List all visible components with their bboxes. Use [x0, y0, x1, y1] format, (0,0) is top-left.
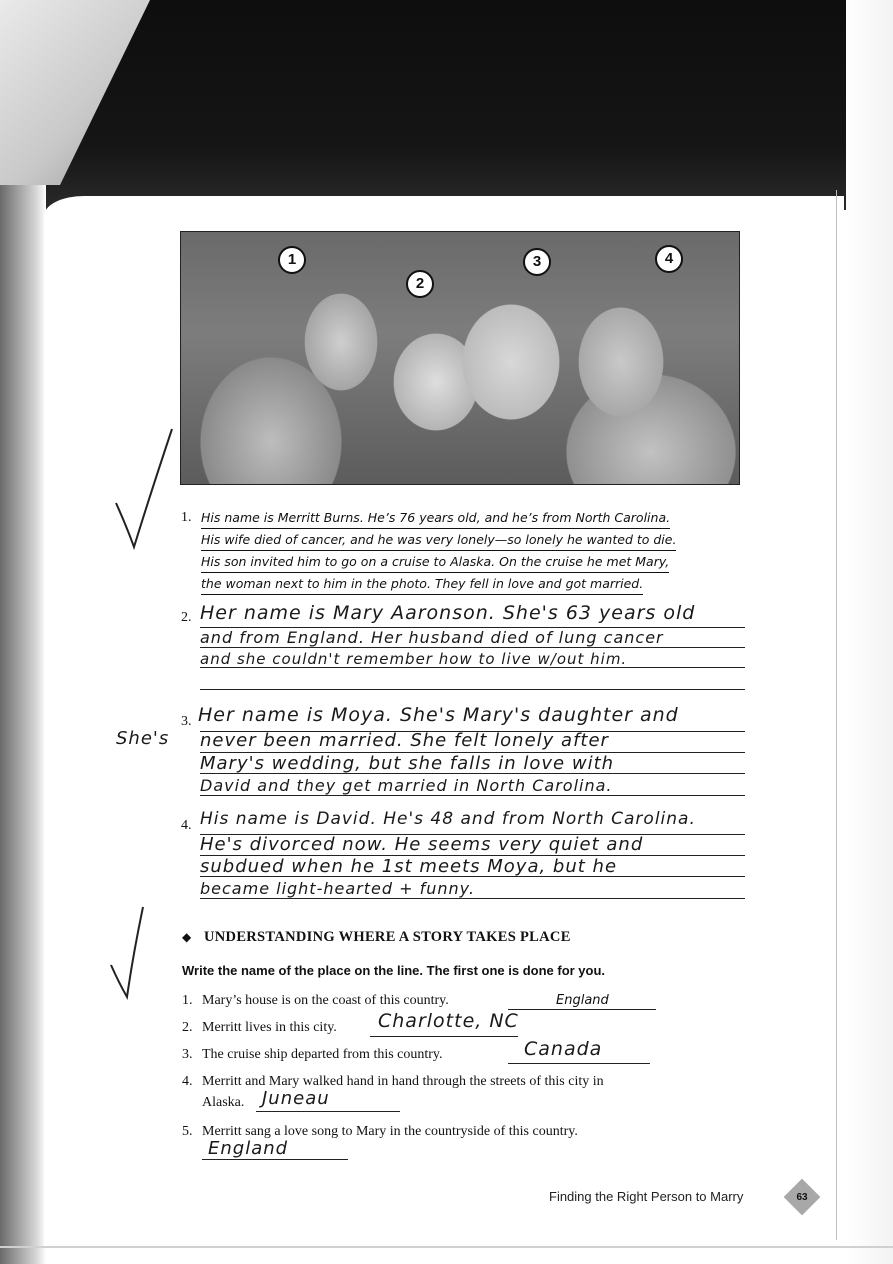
photo-marker-3: 3 — [523, 248, 551, 276]
answer-line — [200, 795, 745, 796]
answer-example: England — [556, 993, 609, 1008]
answer-1-line: His wife died of cancer, and he was very lonely—so lonely he wanted to die. — [201, 529, 676, 551]
handwritten-answer-4-line: subdued when he 1st meets Moya, but he — [200, 856, 618, 877]
diamond-bullet-icon: ◆ — [182, 930, 192, 944]
handwritten-answer-3-line: never been married. She felt lonely after — [200, 730, 609, 751]
answer-number: 3. — [181, 714, 192, 729]
section-heading: UNDERSTANDING WHERE A STORY TAKES PLACE — [204, 929, 571, 945]
handwritten-answer-4-line: His name is David. He's 48 and from North Carolina. — [200, 809, 696, 829]
question-text: Merritt and Mary walked hand in hand through the streets of this city in — [202, 1074, 604, 1089]
question-number: 5. — [182, 1124, 193, 1139]
question-text: Merritt lives in this city. — [202, 1020, 337, 1035]
scan-right-edge — [846, 0, 893, 1264]
handwritten-answer: Canada — [524, 1038, 603, 1060]
handwritten-answer-3-line: Mary's wedding, but she falls in love with — [200, 753, 615, 774]
handwritten-answer-3-line: David and they get married in North Carolina. — [200, 776, 613, 795]
answer-number: 1. — [181, 510, 192, 525]
handwritten-answer-4-line: He's divorced now. He seems very quiet and — [200, 834, 644, 855]
question-number: 4. — [182, 1074, 193, 1089]
question-text-continued: Alaska. — [202, 1095, 245, 1110]
footer-title: Finding the Right Person to Marry — [549, 1189, 744, 1204]
question-text: Mary’s house is on the coast of this country. — [202, 993, 449, 1008]
scan-shadow-left — [0, 0, 46, 1264]
handwritten-answer: Juneau — [262, 1088, 330, 1109]
photo-marker-4: 4 — [655, 245, 683, 273]
answer-line — [256, 1111, 400, 1112]
answer-line — [202, 1159, 348, 1160]
handwritten-answer: Charlotte, NC — [378, 1010, 519, 1032]
page-bottom-line — [0, 1246, 893, 1248]
answer-line — [200, 689, 745, 690]
handwritten-answer-2-line: and from England. Her husband died of lung cancer — [200, 628, 664, 647]
handwritten-answer-4-line: became light-hearted + funny. — [200, 879, 475, 898]
page-edge-line — [836, 190, 837, 1240]
section-instruction: Write the name of the place on the line. The first one is done for you. — [182, 963, 606, 978]
margin-note: She's — [116, 728, 170, 749]
question-text: Merritt sang a love song to Mary in the countryside of this country. — [202, 1124, 578, 1139]
handwritten-answer-2-line: Her name is Mary Aaronson. She's 63 years old — [200, 602, 696, 624]
checkmark-icon — [105, 905, 155, 1000]
answer-line — [200, 898, 745, 899]
photo-marker-1: 1 — [278, 246, 306, 274]
question-number: 2. — [182, 1020, 193, 1035]
answer-line — [508, 1063, 650, 1064]
answer-1-line: His son invited him to go on a cruise to Alaska. On the cruise he met Mary, — [201, 551, 669, 573]
answer-1 — [201, 507, 761, 595]
question-number: 3. — [182, 1047, 193, 1062]
handwritten-answer-2-line: and she couldn't remember how to live w/out him. — [200, 650, 628, 668]
answer-line — [370, 1036, 518, 1037]
question-text: The cruise ship departed from this country. — [202, 1047, 443, 1062]
page-number: 63 — [796, 1192, 808, 1203]
photo-marker-2: 2 — [406, 270, 434, 298]
answer-1-line: His name is Merritt Burns. He’s 76 years old, and he’s from North Carolina. — [201, 507, 670, 529]
answer-1-line: the woman next to him in the photo. They fell in love and got married. — [201, 573, 643, 595]
handwritten-answer: England — [208, 1138, 289, 1159]
answer-number: 4. — [181, 818, 192, 833]
answer-line — [200, 647, 745, 648]
handwritten-answer-3-line: Her name is Moya. She's Mary's daughter and — [198, 704, 679, 726]
checkmark-icon — [110, 425, 180, 555]
question-number: 1. — [182, 993, 193, 1008]
answer-number: 2. — [181, 610, 192, 625]
family-photo — [180, 231, 740, 485]
